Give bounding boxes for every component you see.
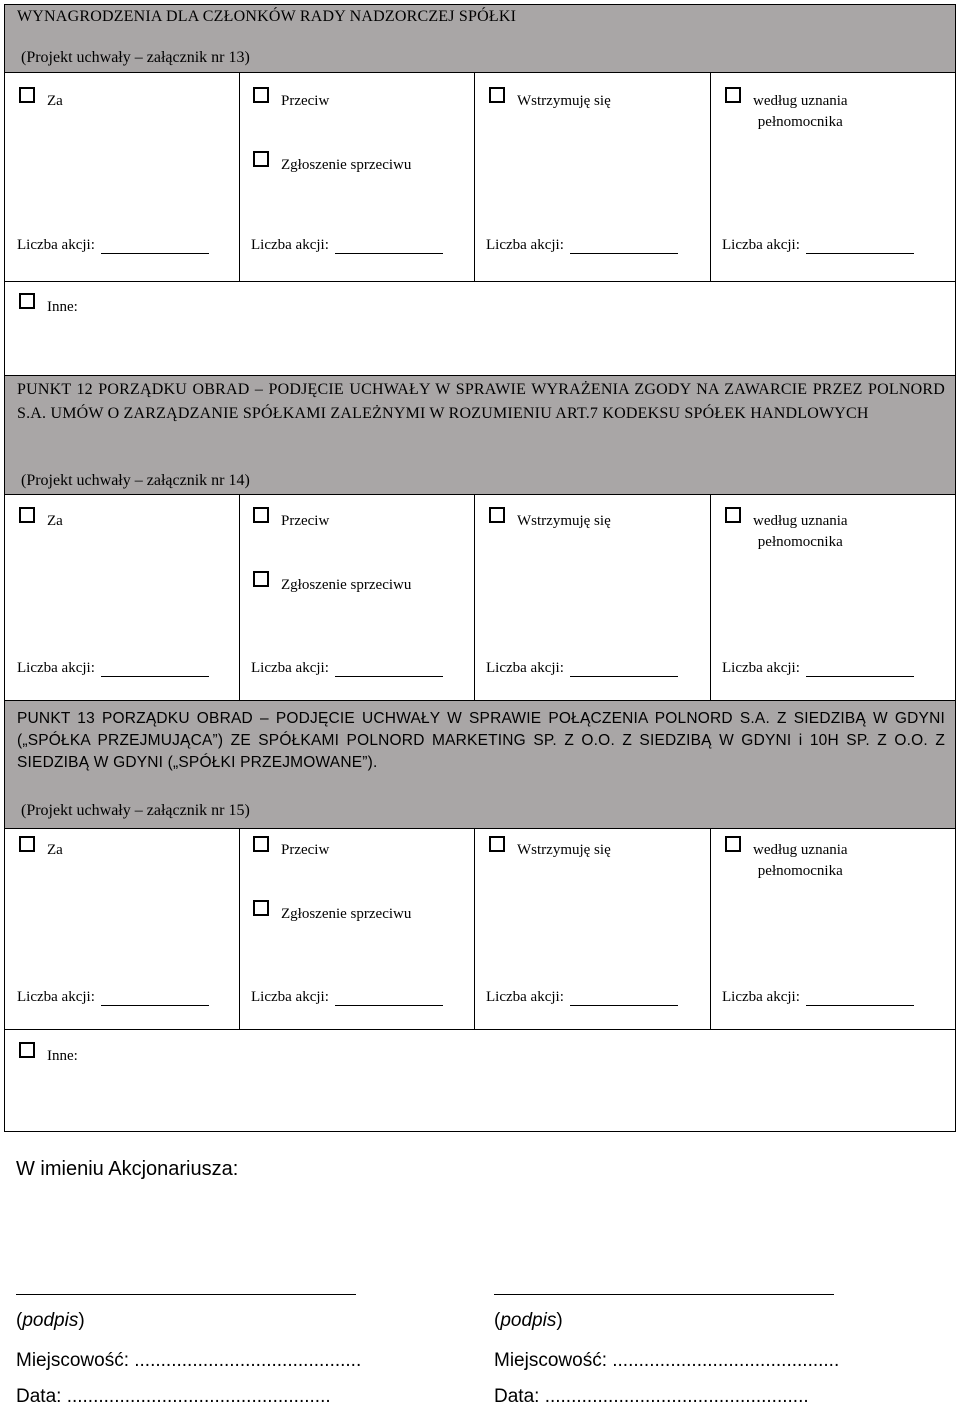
resolution-15-table: [4, 700, 956, 1132]
signature-caption-right: (podpis): [494, 1310, 563, 1331]
checkbox-icon[interactable]: [19, 87, 35, 103]
checkbox-icon[interactable]: [19, 1042, 35, 1058]
checkbox-icon[interactable]: [19, 836, 35, 852]
objection-option[interactable]: Zgłoszenie sprzeciwu: [253, 155, 411, 176]
objection-option[interactable]: Zgłoszenie sprzeciwu: [253, 904, 411, 925]
signature-line-left[interactable]: [16, 1294, 356, 1295]
vote-proxy-discretion-option[interactable]: według uznania pełnomocnika: [725, 91, 848, 133]
vote-abstain-option[interactable]: Wstrzymuję się: [489, 840, 611, 861]
shares-input-line[interactable]: [335, 991, 443, 1006]
checkbox-icon[interactable]: [725, 507, 741, 523]
shares-field[interactable]: Liczba akcji:: [17, 989, 209, 1006]
checkbox-icon[interactable]: [253, 507, 269, 523]
checkbox-icon[interactable]: [725, 836, 741, 852]
shares-input-line[interactable]: [570, 239, 678, 254]
vote-proxy-discretion-option[interactable]: według uznania pełnomocnika: [725, 840, 848, 882]
shares-input-line[interactable]: [101, 662, 209, 677]
shares-field[interactable]: Liczba akcji:: [251, 660, 443, 677]
vote-for-option[interactable]: Za: [19, 840, 63, 861]
checkbox-icon[interactable]: [253, 87, 269, 103]
shares-input-line[interactable]: [335, 662, 443, 677]
section-header: [5, 376, 955, 495]
resolution-14-table: [4, 376, 956, 701]
shares-input-line[interactable]: [101, 991, 209, 1006]
shares-field[interactable]: Liczba akcji:: [722, 237, 914, 254]
on-behalf-heading: W imieniu Akcjonariusza:: [16, 1158, 239, 1180]
signature-line-right[interactable]: [494, 1294, 834, 1295]
shares-input-line[interactable]: [335, 239, 443, 254]
shares-input-line[interactable]: [570, 662, 678, 677]
section-header: [5, 701, 955, 829]
other-option[interactable]: Inne:: [19, 297, 78, 318]
checkbox-icon[interactable]: [19, 507, 35, 523]
place-field-right[interactable]: Miejscowość: ...........................................: [494, 1350, 840, 1371]
section-subtitle: (Projekt uchwały – załącznik nr 13): [21, 49, 250, 66]
section-subtitle: (Projekt uchwały – załącznik nr 15): [21, 802, 250, 819]
section-subtitle: (Projekt uchwały – załącznik nr 14): [21, 472, 250, 489]
checkbox-icon[interactable]: [19, 293, 35, 309]
shares-field[interactable]: Liczba akcji:: [251, 989, 443, 1006]
shares-field[interactable]: Liczba akcji:: [486, 660, 678, 677]
shares-input-line[interactable]: [806, 662, 914, 677]
vote-for-option[interactable]: Za: [19, 511, 63, 532]
shares-field[interactable]: Liczba akcji:: [17, 237, 209, 254]
checkbox-icon[interactable]: [253, 151, 269, 167]
shares-field[interactable]: Liczba akcji:: [722, 989, 914, 1006]
vote-against-option[interactable]: Przeciw: [253, 840, 329, 861]
resolution-13-table: [4, 4, 956, 376]
checkbox-icon[interactable]: [253, 836, 269, 852]
section-title: PUNKT 12 PORZĄDKU OBRAD – PODJĘCIE UCHWAŁY W SPRAWIE WYRAŻENIA ZGODY NA ZAWARCIE PRZEZ POLNORD S.A. UMÓW O ZARZĄDZANIE SPÓŁKAMI ZALEŻNYMI W ROZUMIENIU ART.7 KODEKSU SPÓŁEK HANDLOWYCH: [17, 381, 945, 422]
signature-caption-left: (podpis): [16, 1310, 85, 1331]
other-option[interactable]: Inne:: [19, 1046, 78, 1067]
shares-input-line[interactable]: [570, 991, 678, 1006]
section-title: WYNAGRODZENIA DLA CZŁONKÓW RADY NADZORCZEJ SPÓŁKI: [17, 8, 517, 25]
vote-against-option[interactable]: Przeciw: [253, 91, 329, 112]
date-field-left[interactable]: Data: ..................................................: [16, 1386, 331, 1407]
section-title: PUNKT 13 PORZĄDKU OBRAD – PODJĘCIE UCHWAŁY W SPRAWIE POŁĄCZENIA POLNORD S.A. Z SIEDZIBĄ W GDYNI („SPÓŁKA PRZEJMUJĄCA”) ZE SPÓŁKAMI POLNORD MARKETING SP. Z O.O. Z SIEDZIBĄ W GDYNI i 10H SP. Z O.O. Z SIEDZIBĄ W GDYNI („SPÓŁKI PRZEJMOWANE”).: [17, 710, 945, 771]
shares-field[interactable]: Liczba akcji:: [251, 237, 443, 254]
checkbox-icon[interactable]: [253, 900, 269, 916]
shares-field[interactable]: Liczba akcji:: [722, 660, 914, 677]
objection-option[interactable]: Zgłoszenie sprzeciwu: [253, 575, 411, 596]
vote-against-option[interactable]: Przeciw: [253, 511, 329, 532]
vote-abstain-option[interactable]: Wstrzymuję się: [489, 91, 611, 112]
section-header: [5, 5, 955, 73]
shares-field[interactable]: Liczba akcji:: [486, 989, 678, 1006]
date-field-right[interactable]: Data: ..................................................: [494, 1386, 809, 1407]
checkbox-icon[interactable]: [489, 836, 505, 852]
vote-for-option[interactable]: Za: [19, 91, 63, 112]
shares-input-line[interactable]: [101, 239, 209, 254]
place-field-left[interactable]: Miejscowość: ...........................................: [16, 1350, 362, 1371]
vote-proxy-discretion-option[interactable]: według uznania pełnomocnika: [725, 511, 848, 553]
checkbox-icon[interactable]: [725, 87, 741, 103]
shares-field[interactable]: Liczba akcji:: [17, 660, 209, 677]
shares-input-line[interactable]: [806, 239, 914, 254]
checkbox-icon[interactable]: [489, 87, 505, 103]
checkbox-icon[interactable]: [489, 507, 505, 523]
shares-field[interactable]: Liczba akcji:: [486, 237, 678, 254]
vote-abstain-option[interactable]: Wstrzymuję się: [489, 511, 611, 532]
checkbox-icon[interactable]: [253, 571, 269, 587]
shares-input-line[interactable]: [806, 991, 914, 1006]
